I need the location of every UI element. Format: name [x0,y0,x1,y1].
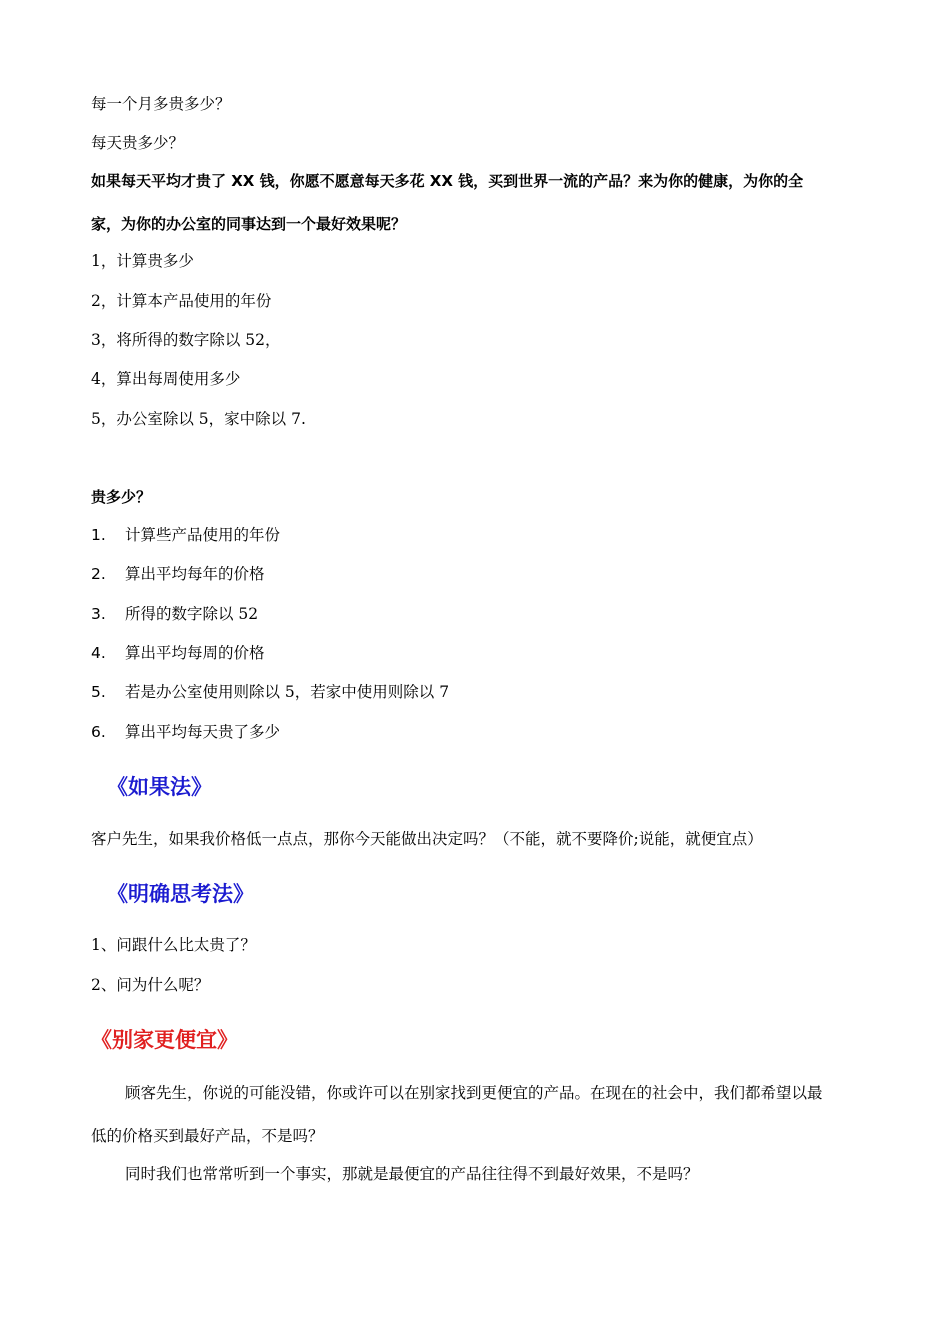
list-number: 4. [91,644,106,662]
list-text: 算出平均每年的价格 [125,565,265,583]
list-number: 3. [91,605,106,623]
step-a-item: 5，办公室除以 5，家中除以 7. [91,410,306,428]
list-text: 计算些产品使用的年份 [125,526,281,544]
section-b-title: 贵多少？ [91,488,152,506]
list-item [91,604,258,624]
list-item [91,722,280,742]
intro-bold-line-1: 如果每天平均才贵了 XX 钱，你愿不愿意每天多花 XX 钱，买到世界一流的产品？来为你的健康，为你的全 [91,172,804,190]
biejia-para1-line1: 顾客先生，你说的可能没错，你或许可以在别家找到更便宜的产品。在现在的社会中，我们都希望以最 [125,1084,823,1102]
intro-line-monthly: 每一个月多贵多少？ [91,95,231,113]
biejia-para1-line2: 低的价格买到最好产品，不是吗？ [91,1127,324,1145]
list-number: 2. [91,565,106,583]
biejia-para2: 同时我们也常常听到一个事实，那就是最便宜的产品往往得不到最好效果，不是吗？ [125,1165,699,1183]
ruguo-heading: 《如果法》 [107,774,212,799]
list-text: 所得的数字除以 52 [125,605,259,623]
list-item [91,643,265,663]
intro-bold-line-2: 家，为你的办公室的同事达到一个最好效果呢？ [91,215,407,233]
mingque-item: 1、问跟什么比太贵了？ [91,936,256,954]
step-a-item: 3，将所得的数字除以 52， [91,331,281,349]
biejia-heading: 《别家更便宜》 [91,1027,238,1052]
intro-line-daily: 每天贵多少？ [91,134,185,152]
step-a-item: 2，计算本产品使用的年份 [91,292,272,310]
list-number: 5. [91,683,106,701]
list-text: 算出平均每天贵了多少 [125,723,281,741]
list-number: 1. [91,526,106,544]
list-text: 算出平均每周的价格 [125,644,265,662]
list-text: 若是办公室使用则除以 5，若家中使用则除以 7 [125,683,450,701]
mingque-item: 2、问为什么呢？ [91,976,210,994]
list-item [91,525,280,545]
list-item [91,682,449,702]
list-item [91,564,265,584]
step-a-item: 4，算出每周使用多少 [91,370,241,388]
step-a-item: 1，计算贵多少 [91,252,194,270]
list-number: 6. [91,723,106,741]
mingque-heading: 《明确思考法》 [107,881,254,906]
ruguo-text: 客户先生，如果我价格低一点点，那你今天能做出决定吗？（不能，就不要降价;说能，就便宜点） [91,830,763,848]
